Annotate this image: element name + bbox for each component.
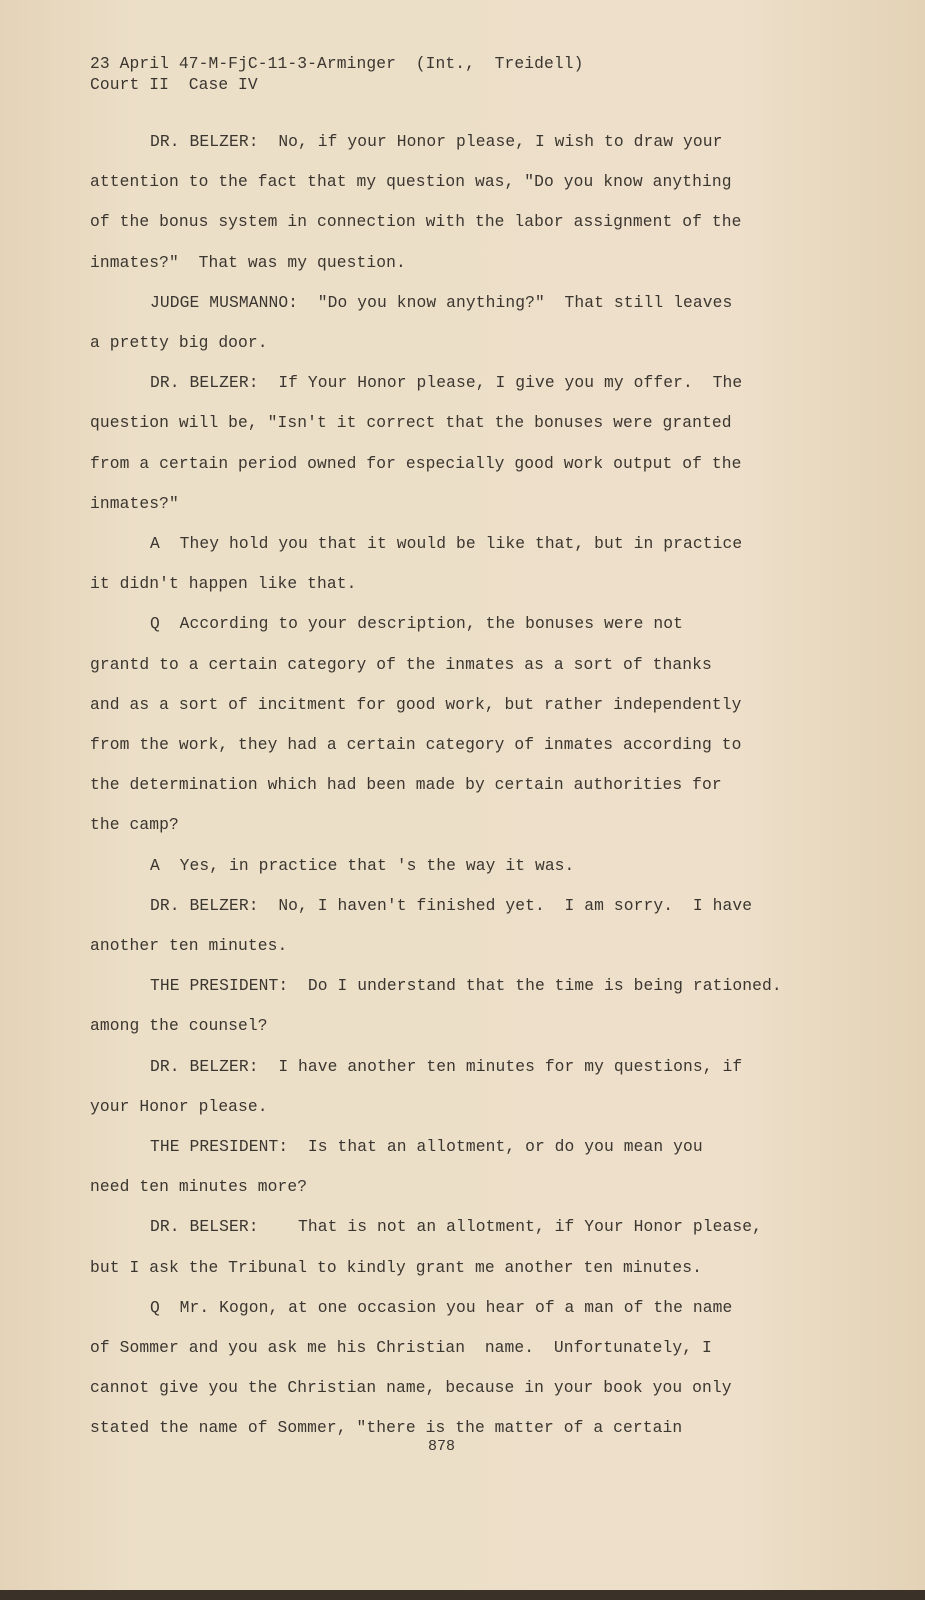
transcript-line: stated the name of Sommer, "there is the matter of a certain: [90, 1418, 683, 1438]
scan-edge: [0, 1590, 925, 1600]
transcript-line: grantd to a certain category of the inmates as a sort of thanks: [90, 654, 712, 674]
transcript-line: from a certain period owned for especially good work output of the: [90, 453, 742, 473]
transcript-line: DR. BELZER: No, I haven't finished yet. I am sorry. I have: [150, 895, 753, 915]
transcript-line: among the counsel?: [90, 1016, 268, 1036]
transcript-line: but I ask the Tribunal to kindly grant me another ten minutes.: [90, 1257, 702, 1277]
transcript-line: JUDGE MUSMANNO: "Do you know anything?" That still leaves: [150, 292, 733, 312]
transcript-line: inmates?": [90, 493, 179, 513]
transcript-line: THE PRESIDENT: Do I understand that the time is being rationed.: [150, 976, 782, 996]
transcript-line: A They hold you that it would be like that, but in practice: [150, 534, 743, 553]
transcript-line: attention to the fact that my question was, "Do you know anything: [90, 172, 732, 192]
transcript-line: DR. BELZER: No, if your Honor please, I wish to draw your: [150, 132, 723, 151]
transcript-line: cannot give you the Christian name, because in your book you only: [90, 1378, 732, 1398]
transcript-line: THE PRESIDENT: Is that an allotment, or do you mean you: [150, 1137, 703, 1156]
transcript-line: A Yes, in practice that 's the way it was.: [150, 855, 575, 875]
transcript-line: your Honor please.: [90, 1096, 268, 1116]
transcript-line: from the work, they had a certain category of inmates according to: [90, 735, 742, 754]
header-line-2: Court II Case IV: [90, 75, 258, 94]
transcript-line: DR. BELZER: If Your Honor please, I give you my offer. The: [150, 373, 743, 393]
transcript-line: inmates?" That was my question.: [90, 252, 406, 272]
transcript-line: and as a sort of incitment for good work, but rather independently: [90, 694, 742, 714]
transcript-line: DR. BELSER: That is not an allotment, if Your Honor please,: [150, 1217, 762, 1237]
transcript-line: it didn't happen like that.: [90, 574, 357, 594]
page-number: 878: [428, 1438, 456, 1455]
transcript-line: Q Mr. Kogon, at one occasion you hear of a man of the name: [150, 1297, 733, 1317]
transcript-line: another ten minutes.: [90, 936, 288, 955]
transcript-line: of Sommer and you ask me his Christian name. Unfortunately, I: [90, 1338, 712, 1357]
transcript-line: need ten minutes more?: [90, 1177, 308, 1197]
transcript-line: the camp?: [90, 815, 179, 835]
transcript-line: DR. BELZER: I have another ten minutes for my questions, if: [150, 1056, 743, 1076]
transcript-line: question will be, "Isn't it correct that the bonuses were granted: [90, 413, 732, 433]
header-line-1: 23 April 47-M-FjC-11-3-Arminger (Int., Treidell): [90, 54, 584, 73]
transcript-line: of the bonus system in connection with the labor assignment of the: [90, 212, 742, 232]
transcript-line: the determination which had been made by certain authorities for: [90, 775, 722, 795]
transcript-line: Q According to your description, the bonuses were not: [150, 614, 683, 634]
transcript-line: a pretty big door.: [90, 333, 268, 352]
